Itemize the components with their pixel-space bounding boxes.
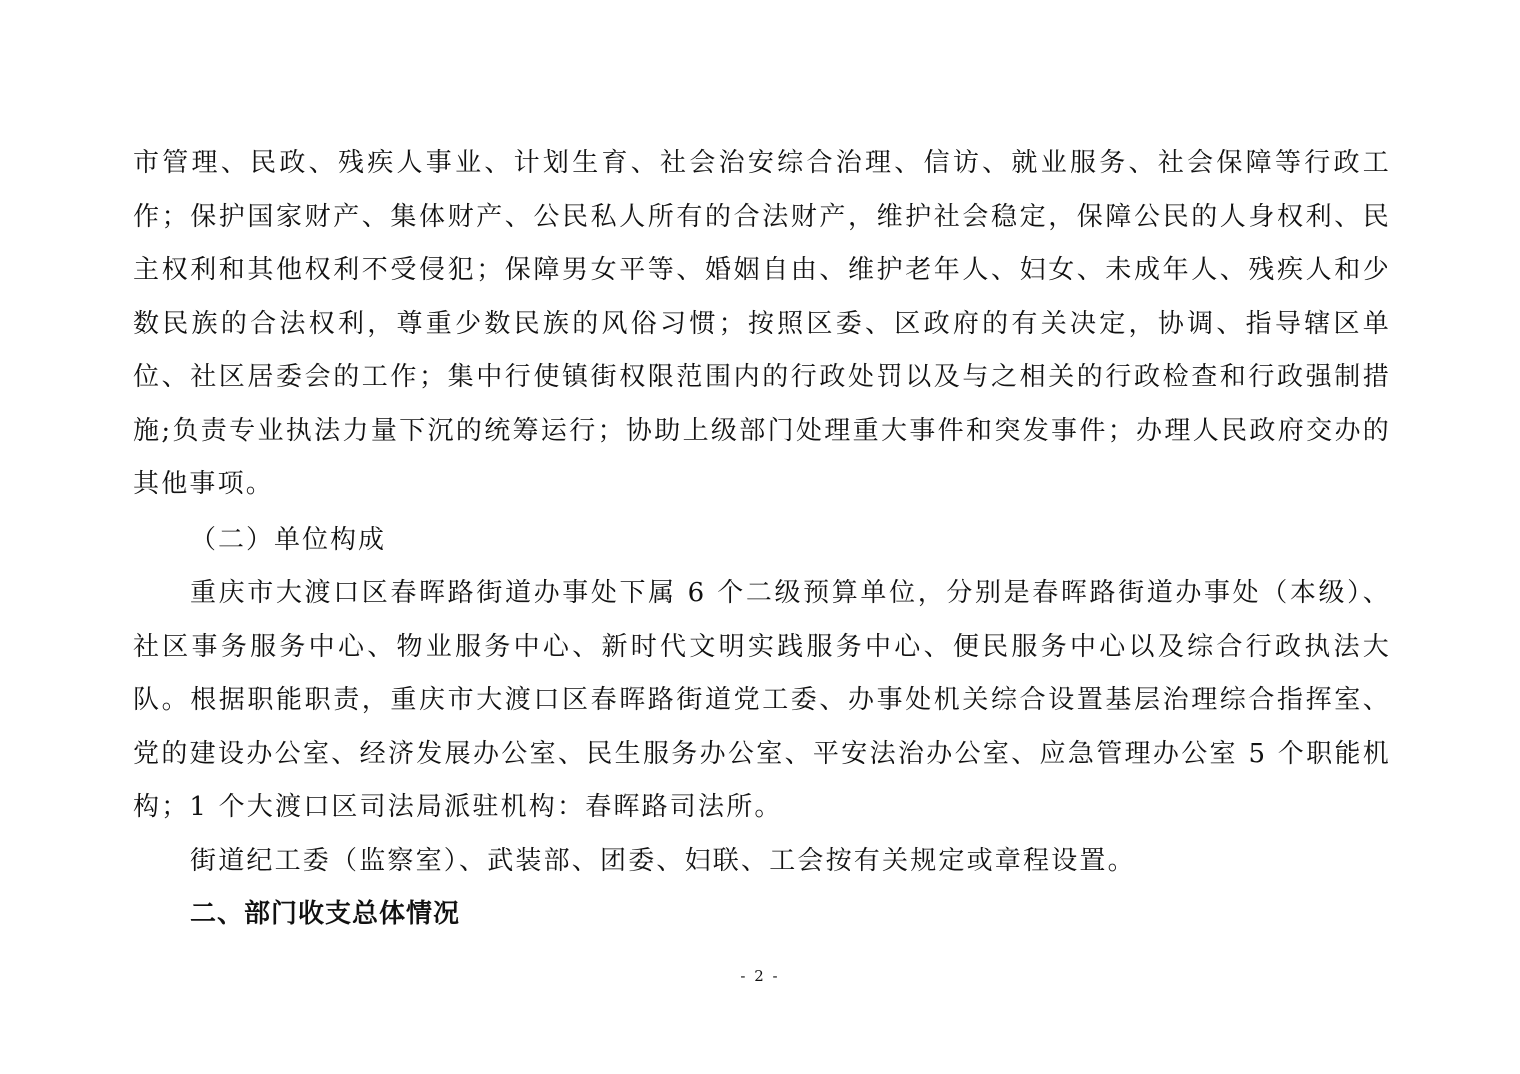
unit-composition-paragraph: 重庆市大渡口区春晖路街道办事处下属 6 个二级预算单位，分别是春晖路街道办事处（本级）、社区事务服务中心、物业服务中心、新时代文明实践服务中心、便民服务中心以及综合行政执法大队。根据职能职责，重庆市大渡口区春晖路街道党工委、办事处机关综合设置基层治理综合指挥室、党的建设办公室、经济发展办公室、民生服务办公室、平安法治办公室、应急管理办公室 5 个职能机构；1 个大渡口区司法局派驻机构：春晖路司法所。	[133, 578, 1391, 822]
continuation-paragraph-text: 市管理、民政、残疾人事业、计划生育、社会治安综合治理、信访、就业服务、社会保障等行政工作；保护国家财产、集体财产、公民私人所有的合法财产，维护社会稳定，保障公民的人身权利、民主权利和其他权利不受侵犯；保障男女平等、婚姻自由、维护老年人、妇女、未成年人、残疾人和少数民族的合法权利，尊重少数民族的风俗习惯；按照区委、区政府的有关决定，协调、指导辖区单位、社区居委会的工作；集中行使镇街权限范围内的行政处罚以及与之相关的行政检查和行政强制措施;负责专业执法力量下沉的统筹运行；协助上级部门处理重大事件和突发事件；办理人民政府交办的其他事项。	[133, 148, 1391, 499]
page-number: - 2 -	[740, 967, 780, 985]
duties-continuation-paragraph	[133, 137, 1391, 512]
unit-composition-body	[133, 567, 1391, 888]
section-heading-budget-overview: 二、部门收支总体情况	[190, 899, 461, 929]
unit-composition-subheading: （二）单位构成	[190, 525, 387, 555]
other-organizations-paragraph: 街道纪工委（监察室）、武装部、团委、妇联、工会按有关规定或章程设置。	[190, 845, 1136, 876]
